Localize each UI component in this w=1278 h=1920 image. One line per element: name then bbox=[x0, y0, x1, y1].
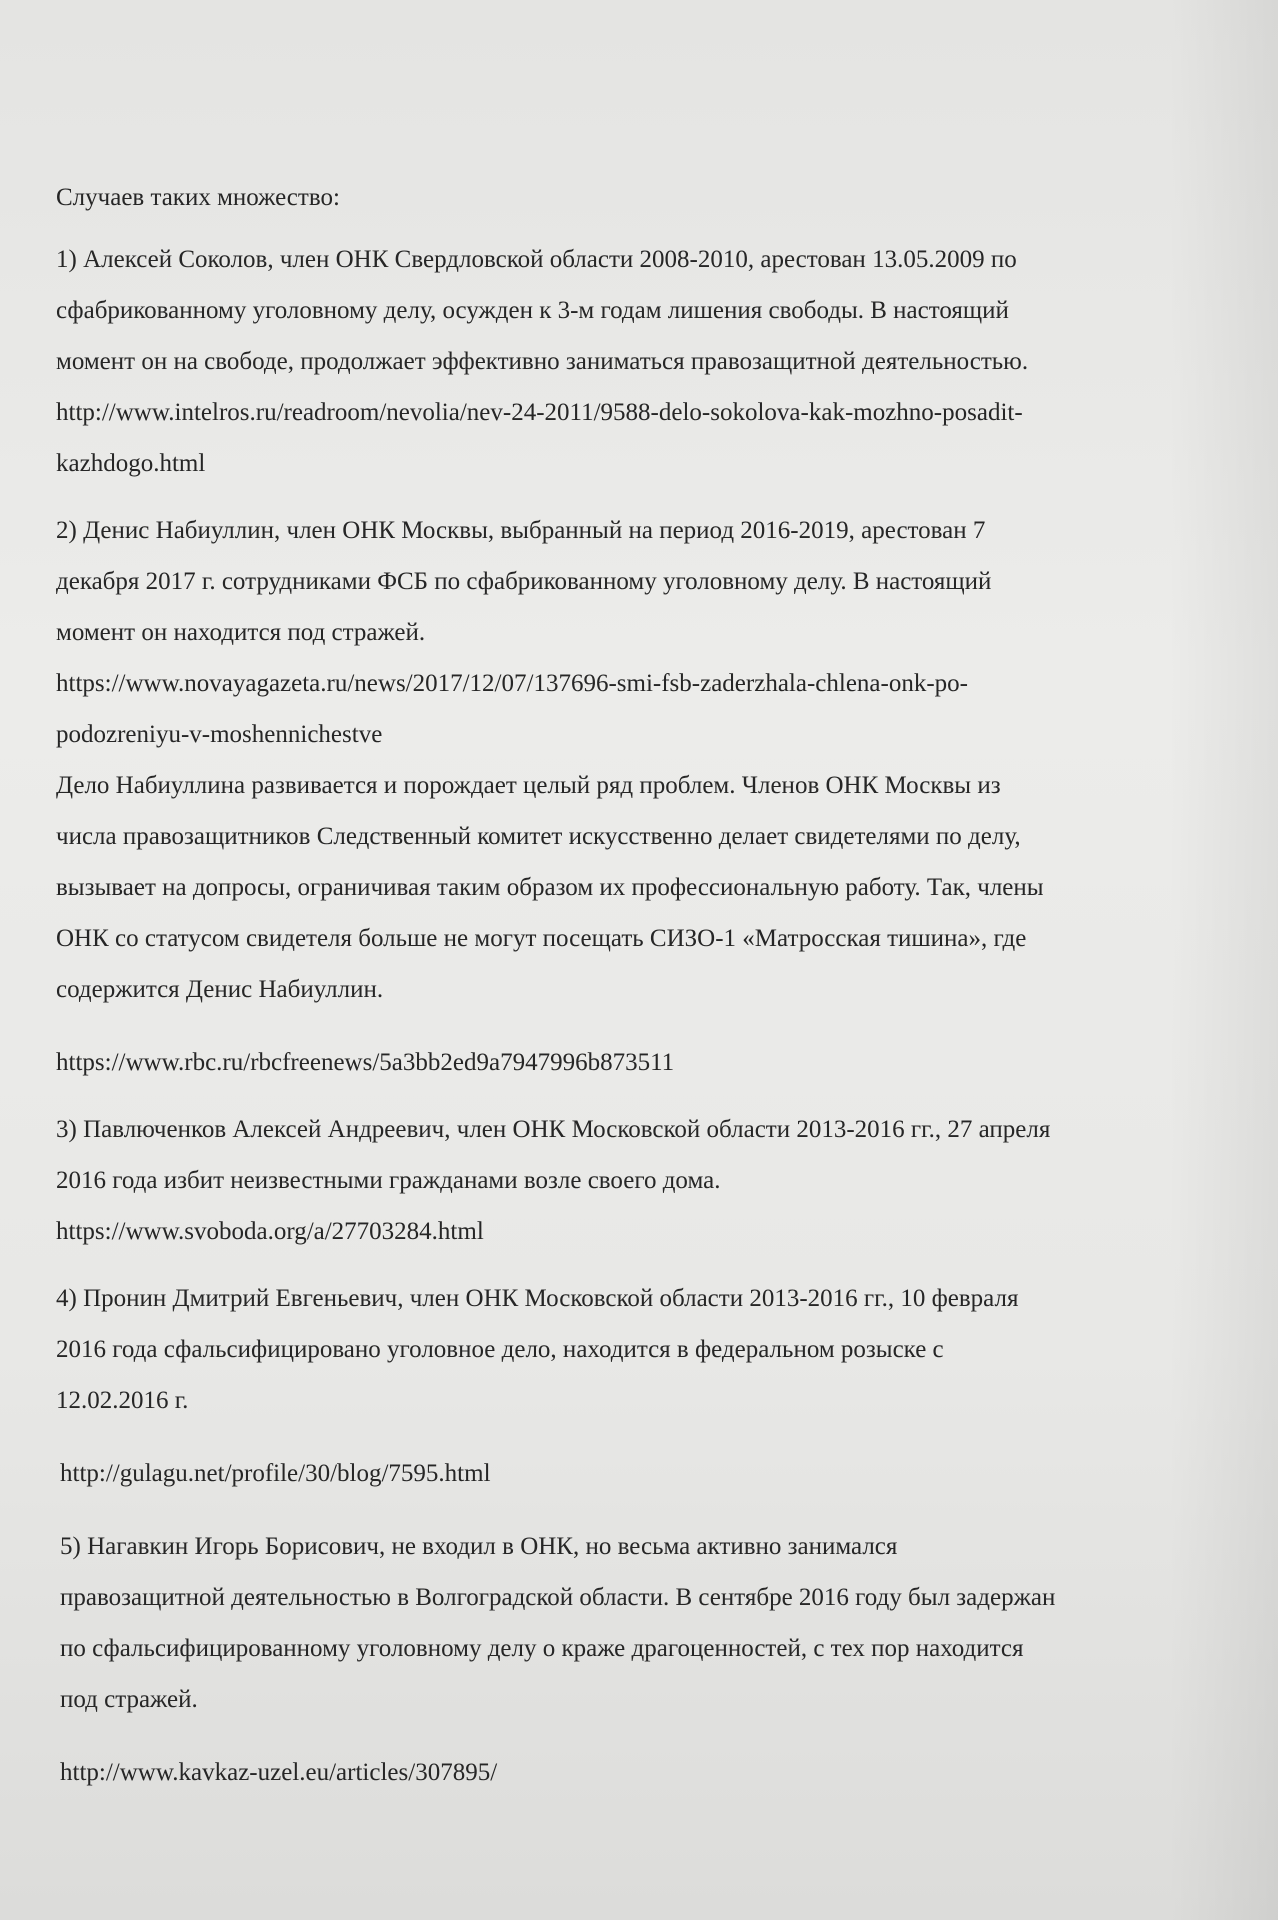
case-5-paragraph bbox=[56, 1521, 1246, 1725]
case-4-line-3: 12.02.2016 г. bbox=[56, 1387, 189, 1414]
case-3-line-1: 3) Павлюченков Алексей Андреевич, член ОНК Московской области 2013-2016 гг., 27 апреля bbox=[56, 1116, 1051, 1143]
case-5-source-link: http://www.kavkaz-uzel.eu/articles/307895/ bbox=[60, 1759, 498, 1786]
case-1-line-2: сфабрикованному уголовному делу, осужден к 3-м годам лишения свободы. В настоящий bbox=[56, 297, 1009, 324]
case-2-line-3: момент он находится под стражей. bbox=[56, 619, 426, 646]
case-4-source-link: http://gulagu.net/profile/30/blog/7595.html bbox=[60, 1460, 491, 1487]
case-5-line-3: по сфальсифицированному уголовному делу о краже драгоценностей, с тех пор находится bbox=[60, 1635, 1024, 1662]
case-2-line-6: Дело Набиуллина развивается и порождает целый ряд проблем. Членов ОНК Москвы из bbox=[56, 772, 1001, 799]
case-2-link-part-2: podozreniyu-v-moshennichestve bbox=[56, 721, 383, 748]
case-1-line-3: момент он на свободе, продолжает эффективно заниматься правозащитной деятельностью. bbox=[56, 348, 1029, 375]
case-2-source-link: https://www.rbc.ru/rbcfreenews/5a3bb2ed9a7947996b873511 bbox=[56, 1049, 675, 1076]
case-2-link-part-1: https://www.novayagazeta.ru/news/2017/12/07/137696-smi-fsb-zaderzhala-chlena-onk-po- bbox=[56, 670, 968, 697]
document-body bbox=[56, 172, 1246, 1798]
case-3-line-2: 2016 года избит неизвестными гражданами возле своего дома. bbox=[56, 1167, 721, 1194]
case-2-line-10: содержится Денис Набиуллин. bbox=[56, 976, 384, 1003]
case-1-link-part-2: kazhdogo.html bbox=[56, 450, 206, 477]
case-2-line-9: ОНК со статусом свидетеля больше не могут посещать СИЗО-1 «Матросская тишина», где bbox=[56, 925, 1027, 952]
case-5-line-4: под стражей. bbox=[60, 1686, 198, 1713]
case-2-line-2: декабря 2017 г. сотрудниками ФСБ по сфабрикованному уголовному делу. В настоящий bbox=[56, 568, 992, 595]
case-4-line-2: 2016 года сфальсифицировано уголовное дело, находится в федеральном розыске с bbox=[56, 1336, 944, 1363]
case-1-line-1: 1) Алексей Соколов, член ОНК Свердловской области 2008-2010, арестован 13.05.2009 по bbox=[56, 246, 1017, 273]
case-2-line-8: вызывает на допросы, ограничивая таким образом их профессиональную работу. Так, члены bbox=[56, 874, 1044, 901]
case-1-paragraph bbox=[56, 234, 1246, 489]
case-2-paragraph bbox=[56, 505, 1246, 1015]
case-5-line-1: 5) Нагавкин Игорь Борисович, не входил в ОНК, но весьма активно занимался bbox=[60, 1533, 898, 1560]
case-3-link: https://www.svoboda.org/a/27703284.html bbox=[56, 1218, 484, 1245]
case-5-line-2: правозащитной деятельностью в Волгоградской области. В сентябре 2016 году был задержан bbox=[60, 1584, 1056, 1611]
case-2-line-1: 2) Денис Набиуллин, член ОНК Москвы, выбранный на период 2016-2019, арестован 7 bbox=[56, 517, 986, 544]
case-3-paragraph bbox=[56, 1104, 1246, 1257]
case-4-line-1: 4) Пронин Дмитрий Евгеньевич, член ОНК Московской области 2013-2016 гг., 10 февраля bbox=[56, 1285, 1019, 1312]
case-2-line-7: числа правозащитников Следственный комитет искусственно делает свидетелями по делу, bbox=[56, 823, 1021, 850]
case-4-paragraph bbox=[56, 1273, 1246, 1426]
case-1-link-part-1: http://www.intelros.ru/readroom/nevolia/nev-24-2011/9588-delo-sokolova-kak-mozhno-posadit- bbox=[56, 399, 1023, 426]
intro-text: Случаев таких множество: bbox=[56, 184, 340, 211]
